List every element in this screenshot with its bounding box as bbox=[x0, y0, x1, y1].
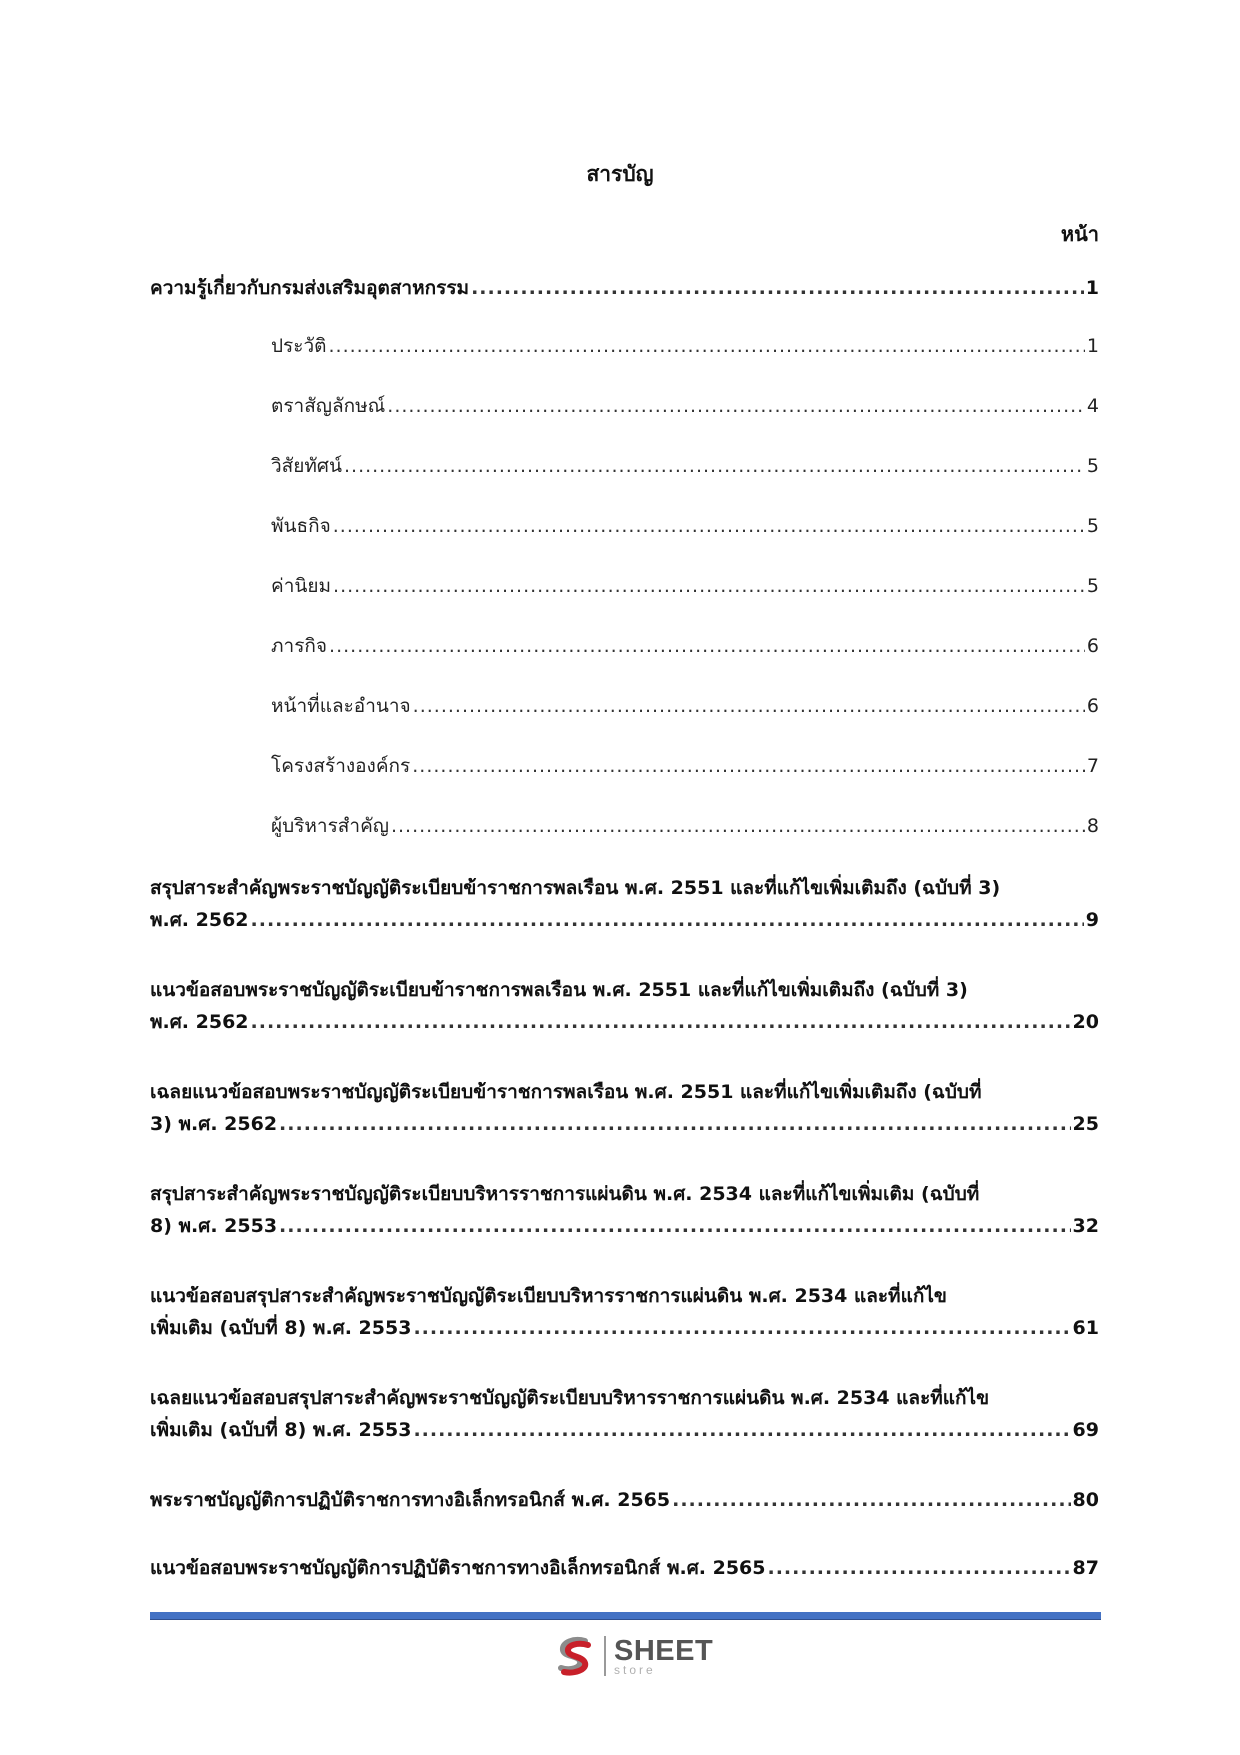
toc-entry-label-line1: สรุปสาระสำคัญพระราชบัญญัติระเบียบบริหารราชการแผ่นดิน พ.ศ. 2534 และที่แก้ไขเพิ่มเติม (ฉบับที่ bbox=[150, 1183, 980, 1205]
dot-leader bbox=[251, 904, 1084, 936]
toc-entry-page: 5 bbox=[1086, 575, 1099, 597]
toc-entry-label: ความรู้เกี่ยวกับกรมส่งเสริมอุตสาหกรรม bbox=[150, 277, 470, 299]
toc-entry-page: 7 bbox=[1086, 755, 1099, 777]
toc-entry-page: 25 bbox=[1072, 1113, 1099, 1135]
toc-subentry[interactable] bbox=[150, 390, 1099, 422]
toc-entry[interactable] bbox=[150, 1178, 1099, 1242]
logo-word: SHEET bbox=[614, 1634, 714, 1667]
toc-entry-label: แนวข้อสอบพระราชบัญญัติการปฏิบัติราชการทางอิเล็กทรอนิกส์ พ.ศ. 2565 bbox=[150, 1557, 766, 1579]
toc-entry-label-line2: เพิ่มเติม (ฉบับที่ 8) พ.ศ. 2553 bbox=[150, 1317, 412, 1339]
logo-subword: store bbox=[614, 1662, 656, 1677]
toc-entry-page: 6 bbox=[1086, 695, 1099, 717]
toc-entry-label-line2: เพิ่มเติม (ฉบับที่ 8) พ.ศ. 2553 bbox=[150, 1419, 412, 1441]
dot-leader bbox=[767, 1552, 1070, 1584]
toc-entry-label: ประวัติ bbox=[271, 335, 327, 357]
toc-entry-label-line1: สรุปสาระสำคัญพระราชบัญญัติระเบียบข้าราชการพลเรือน พ.ศ. 2551 และที่แก้ไขเพิ่มเติมถึง (ฉบับที่ 3) bbox=[150, 877, 1001, 899]
toc-subentry[interactable] bbox=[150, 570, 1099, 602]
footer-rule bbox=[150, 1612, 1101, 1620]
toc-entry[interactable] bbox=[150, 1076, 1099, 1140]
toc-subentry[interactable] bbox=[150, 750, 1099, 782]
toc-entry-label: ผู้บริหารสำคัญ bbox=[271, 815, 389, 837]
toc-entry-label-line1: เฉลยแนวข้อสอบพระราชบัญญัติระเบียบข้าราชการพลเรือน พ.ศ. 2551 และที่แก้ไขเพิ่มเติมถึง (ฉบับที่ bbox=[150, 1081, 982, 1103]
toc-entry-page: 8 bbox=[1086, 815, 1099, 837]
toc-entry-page: 6 bbox=[1086, 635, 1099, 657]
toc-subentry[interactable] bbox=[150, 630, 1099, 662]
toc-entry-page: 5 bbox=[1086, 515, 1099, 537]
toc-entry[interactable] bbox=[150, 1552, 1099, 1584]
toc-entry-page: 1 bbox=[1086, 335, 1099, 357]
logo-divider bbox=[604, 1636, 606, 1676]
toc-entry-page: 1 bbox=[1085, 277, 1099, 299]
toc-entry-page: 5 bbox=[1086, 455, 1099, 477]
toc-entry[interactable] bbox=[150, 272, 1099, 304]
toc-entry-label-line2: พ.ศ. 2562 bbox=[150, 909, 249, 931]
toc-entry-label: พันธกิจ bbox=[271, 515, 331, 537]
toc-entry-label: พระราชบัญญัติการปฏิบัติราชการทางอิเล็กทรอนิกส์ พ.ศ. 2565 bbox=[150, 1489, 671, 1511]
toc-entry-label-line1: แนวข้อสอบสรุปสาระสำคัญพระราชบัญญัติระเบียบบริหารราชการแผ่นดิน พ.ศ. 2534 และที่แก้ไข bbox=[150, 1285, 947, 1307]
dot-leader bbox=[387, 390, 1085, 422]
table-of-contents bbox=[150, 272, 1099, 1584]
toc-entry-label-line2: พ.ศ. 2562 bbox=[150, 1011, 249, 1033]
dot-leader bbox=[333, 510, 1085, 542]
toc-entry-page: 61 bbox=[1072, 1317, 1099, 1339]
page-column-label: หน้า bbox=[1060, 222, 1099, 246]
dot-leader bbox=[672, 1484, 1070, 1516]
toc-entry[interactable] bbox=[150, 1280, 1099, 1344]
toc-entry-label-line2: 8) พ.ศ. 2553 bbox=[150, 1215, 278, 1237]
toc-subentry[interactable] bbox=[150, 450, 1099, 482]
dot-leader bbox=[279, 1210, 1071, 1242]
toc-subentry[interactable] bbox=[150, 330, 1099, 362]
toc-entry[interactable] bbox=[150, 1382, 1099, 1446]
sheet-store-logo-mark bbox=[552, 1633, 598, 1679]
toc-title: สารบัญ bbox=[586, 162, 654, 186]
dot-leader bbox=[412, 750, 1085, 782]
dot-leader bbox=[329, 630, 1085, 662]
dot-leader bbox=[328, 330, 1084, 362]
toc-entry-page: 4 bbox=[1086, 395, 1099, 417]
toc-entry-label: หน้าที่และอำนาจ bbox=[271, 695, 411, 717]
dot-leader bbox=[413, 690, 1085, 722]
dot-leader bbox=[344, 450, 1085, 482]
toc-entry[interactable] bbox=[150, 872, 1099, 936]
dot-leader bbox=[251, 1006, 1071, 1038]
toc-subentry[interactable] bbox=[150, 690, 1099, 722]
toc-entry-label: ตราสัญลักษณ์ bbox=[271, 395, 386, 417]
toc-entry-page: 80 bbox=[1072, 1489, 1099, 1511]
sheet-store-logo bbox=[552, 1633, 713, 1679]
toc-entry-label-line1: แนวข้อสอบพระราชบัญญัติระเบียบข้าราชการพลเรือน พ.ศ. 2551 และที่แก้ไขเพิ่มเติมถึง (ฉบับที่ 3) bbox=[150, 979, 968, 1001]
toc-entry-label-line2: 3) พ.ศ. 2562 bbox=[150, 1113, 278, 1135]
toc-subentry[interactable] bbox=[150, 810, 1099, 842]
dot-leader bbox=[413, 1312, 1070, 1344]
logo-text bbox=[614, 1634, 714, 1677]
dot-leader bbox=[471, 272, 1084, 304]
toc-entry-page: 20 bbox=[1072, 1011, 1099, 1033]
toc-entry[interactable] bbox=[150, 1484, 1099, 1516]
toc-entry[interactable] bbox=[150, 974, 1099, 1038]
dot-leader bbox=[391, 810, 1085, 842]
dot-leader bbox=[413, 1414, 1070, 1446]
toc-entry-page: 87 bbox=[1072, 1557, 1099, 1579]
dot-leader bbox=[333, 570, 1085, 602]
toc-entry-page: 69 bbox=[1072, 1419, 1099, 1441]
toc-entry-page: 32 bbox=[1072, 1215, 1099, 1237]
toc-entry-label: วิสัยทัศน์ bbox=[271, 455, 342, 477]
dot-leader bbox=[279, 1108, 1071, 1140]
toc-subentry[interactable] bbox=[150, 510, 1099, 542]
toc-entry-page: 9 bbox=[1085, 909, 1099, 931]
toc-entry-label: โครงสร้างองค์กร bbox=[271, 755, 411, 777]
toc-entry-label: ค่านิยม bbox=[271, 575, 332, 597]
toc-entry-label: ภารกิจ bbox=[271, 635, 328, 657]
toc-entry-label-line1: เฉลยแนวข้อสอบสรุปสาระสำคัญพระราชบัญญัติระเบียบบริหารราชการแผ่นดิน พ.ศ. 2534 และที่แก้ไข bbox=[150, 1387, 990, 1409]
